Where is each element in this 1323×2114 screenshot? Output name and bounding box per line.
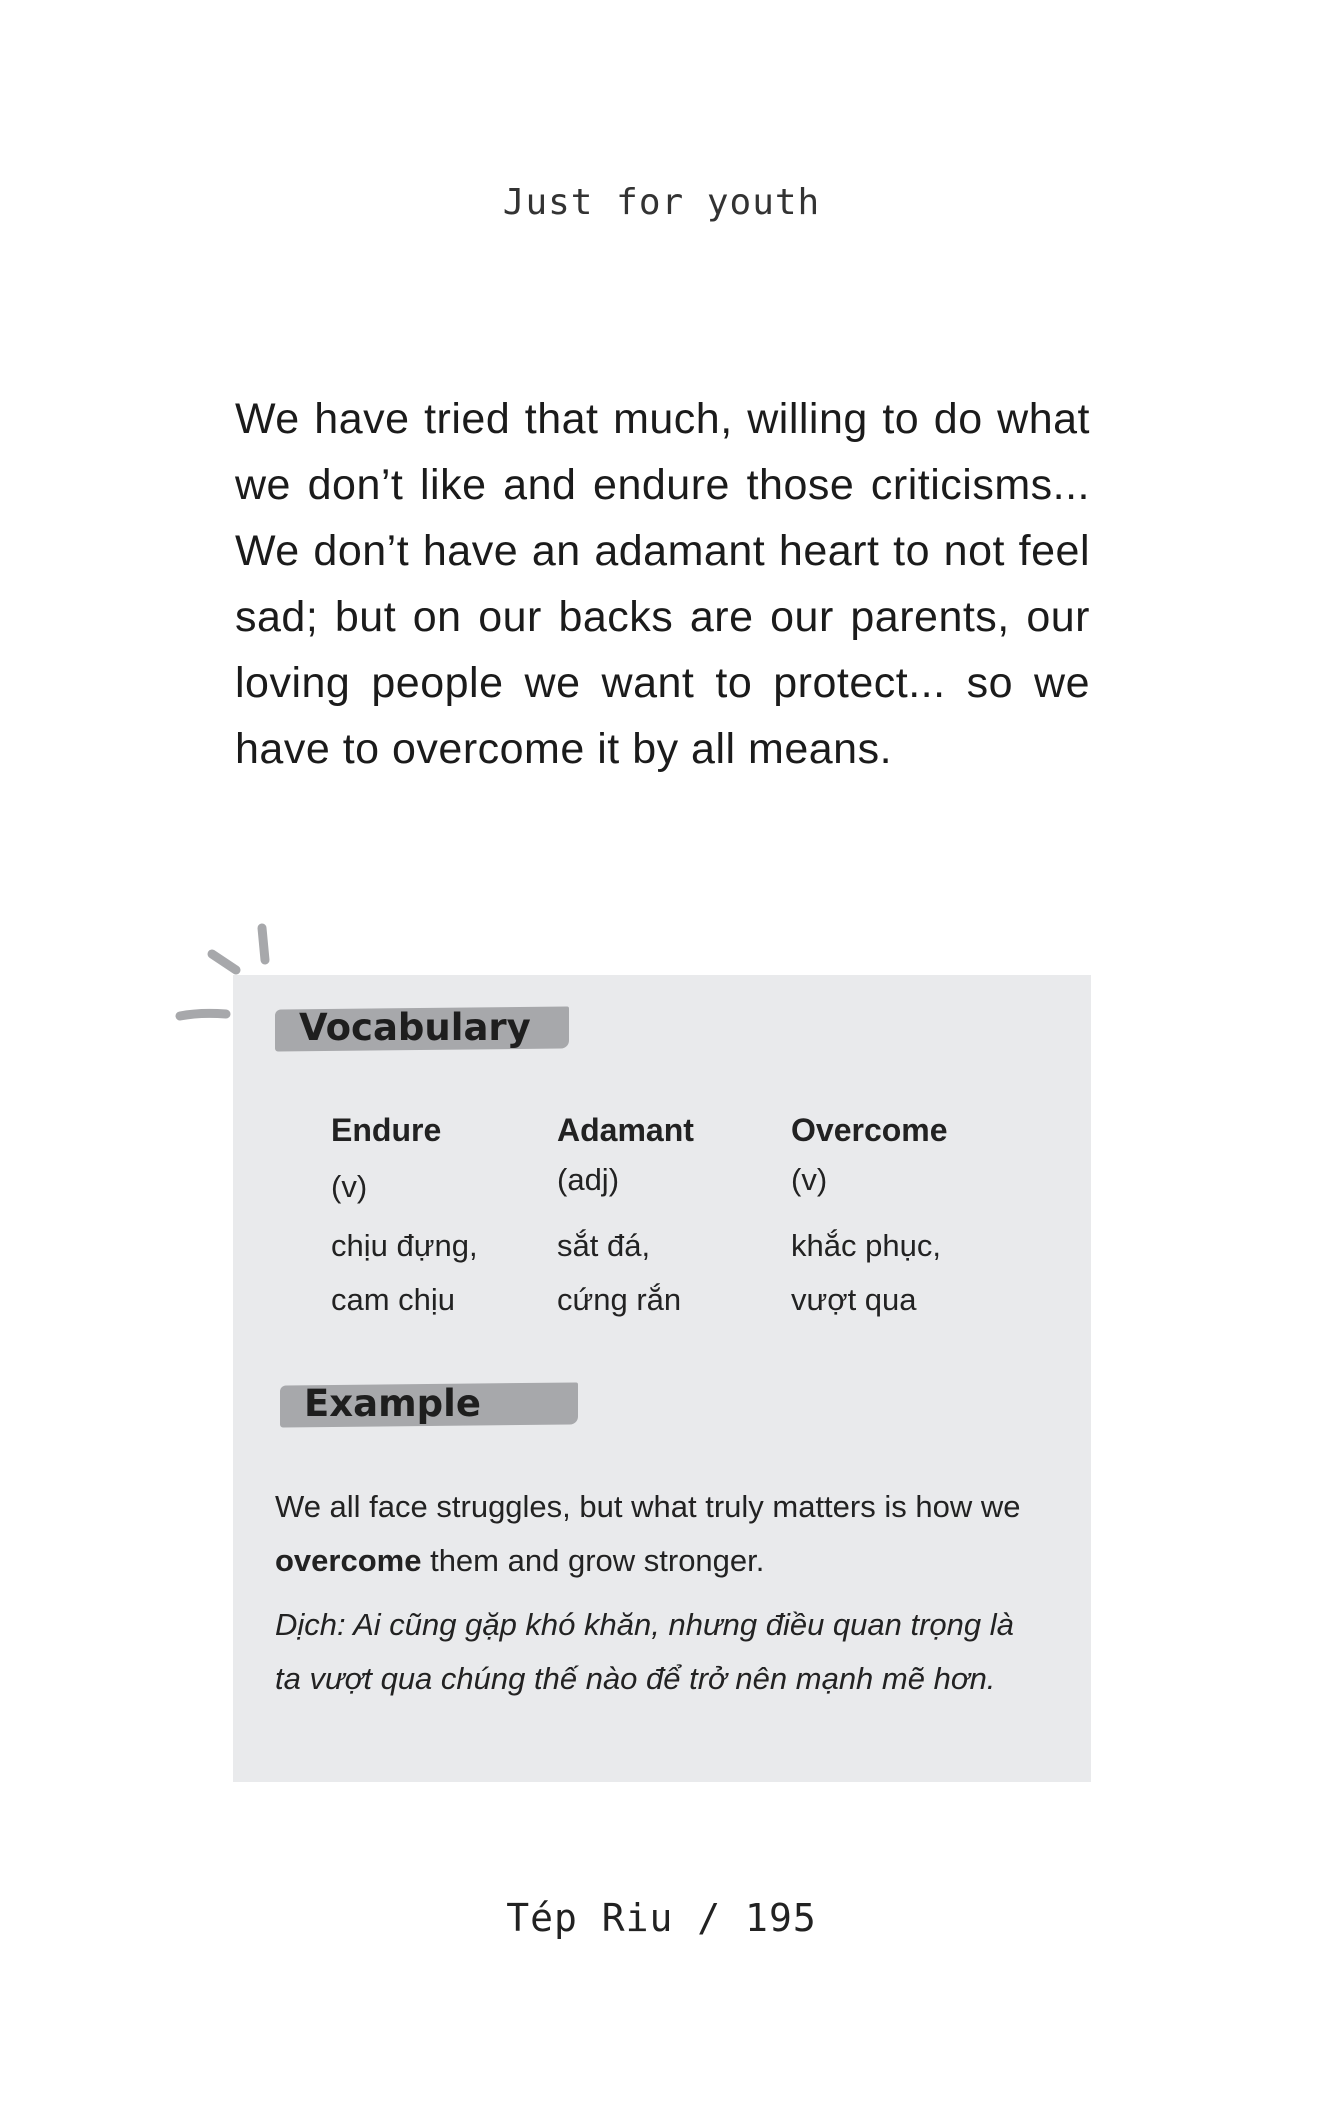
passage-paragraph: We have tried that much, willing to do what we don’t like and endure those criticisms... We don’t have an adamant heart to not feel sad; but on our backs are our parents, our loving people we want to protect... so we have to overcome it by all means. [235, 395, 1090, 773]
vocab-meaning: cứng rắn [557, 1282, 682, 1317]
vocab-word: Adamant [557, 1112, 694, 1148]
vocab-pos: (adj) [557, 1162, 620, 1197]
example-block [275, 1480, 1035, 1706]
vocabulary-heading: Vocabulary [275, 1002, 569, 1054]
vocab-word: Overcome [791, 1112, 948, 1148]
vocab-meaning: khắc phục, [791, 1228, 941, 1263]
running-header: Just for youth [502, 182, 821, 223]
vocab-meaning: chịu đựng, [331, 1228, 478, 1263]
vocab-entry-overcome [791, 1105, 1011, 1327]
vocab-pos: (v) [331, 1169, 368, 1204]
example-keyword: overcome [275, 1543, 422, 1578]
vocab-meaning: sắt đá, [557, 1228, 651, 1263]
vocab-pos: (v) [791, 1162, 828, 1197]
example-heading: Example [280, 1378, 578, 1430]
vocab-entry-endure [331, 1105, 551, 1327]
page-footer: Tép Riu / 195 [506, 1896, 817, 1940]
vocab-meaning: vượt qua [791, 1282, 917, 1317]
vocab-entry-adamant [557, 1105, 777, 1327]
vocab-meaning: cam chịu [331, 1282, 456, 1317]
example-sentence: We all face struggles, but what truly matters is how we overcome them and grow stronger. [275, 1489, 1021, 1578]
vocab-word: Endure [331, 1112, 442, 1148]
example-translation: Dịch: Ai cũng gặp khó khăn, nhưng điều quan trọng là ta vượt qua chúng thế nào để trở nên mạnh mẽ hơn. [275, 1607, 1014, 1696]
